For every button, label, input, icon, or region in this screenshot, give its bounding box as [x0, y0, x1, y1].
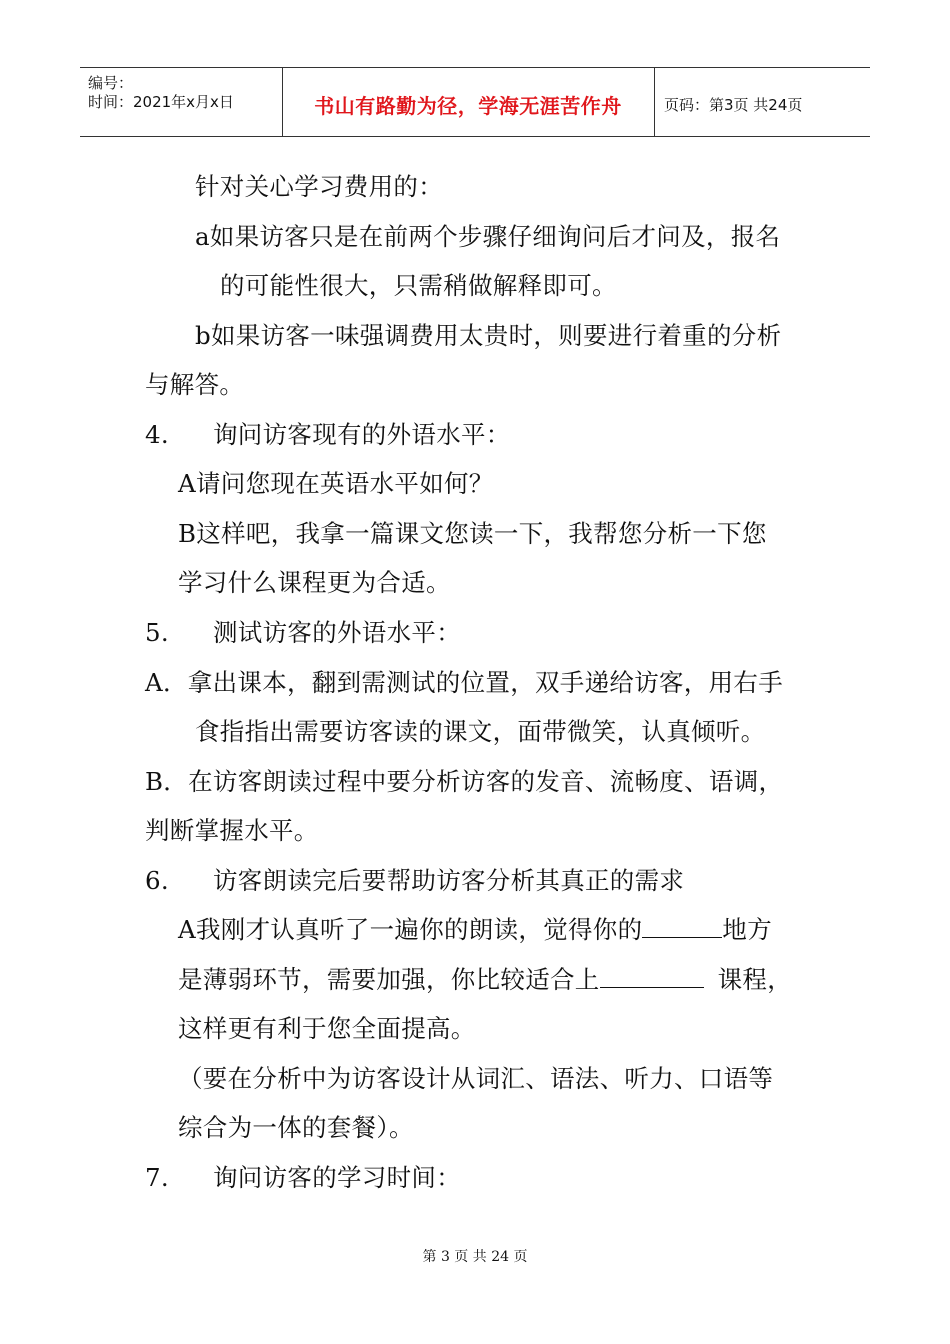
list-number: 4. — [145, 420, 169, 449]
header-motto-cell — [282, 68, 655, 136]
body-line: 学习什么课程更为合适。 — [178, 568, 451, 597]
body-line-with-blank — [178, 915, 772, 945]
header-number-label: 编号： — [88, 74, 134, 92]
body-line: A请问您现在英语水平如何？ — [178, 469, 494, 498]
body-text: 课程， — [717, 965, 793, 994]
body-text: 地方 — [722, 915, 773, 944]
list-text: 访客朗读完后要帮助访客分析其真正的需求 — [213, 866, 685, 895]
body-line: 与解答。 — [145, 370, 245, 399]
fill-in-blank — [642, 915, 722, 938]
list-text: 测试访客的外语水平： — [213, 618, 461, 647]
body-line: B．在访客朗读过程中要分析访客的发音、流畅度、语调， — [145, 767, 784, 796]
body-line: 针对关心学习费用的： — [195, 172, 443, 201]
header-page-label: 页码：第3页 共24页 — [664, 96, 803, 114]
list-text: 询问访客的学习时间： — [213, 1163, 461, 1192]
body-line: b如果访客一味强调费用太贵时，则要进行着重的分析 — [195, 321, 782, 350]
body-line: 综合为一体的套餐）。 — [178, 1113, 414, 1142]
body-line: 这样更有利于您全面提高。 — [178, 1014, 476, 1043]
list-number: 6. — [145, 866, 169, 895]
list-item-6 — [145, 866, 684, 896]
list-number: 5. — [145, 618, 169, 647]
body-line: B这样吧，我拿一篇课文您读一下，我帮您分析一下您 — [178, 519, 767, 548]
header-time-label: 时间：2021年x月x日 — [88, 93, 234, 111]
body-line-with-blank — [178, 965, 792, 995]
list-item-4 — [145, 420, 511, 450]
body-text: 是薄弱环节，需要加强，你比较适合上 — [178, 965, 600, 994]
body-line: 的可能性很大，只需稍做解释即可。 — [220, 271, 617, 300]
body-line: a如果访客只是在前两个步骤仔细询问后才问及，报名 — [195, 222, 781, 251]
body-line: 判断掌握水平。 — [145, 816, 319, 845]
list-text: 询问访客现有的外语水平： — [213, 420, 511, 449]
page-header — [80, 67, 870, 137]
body-text: A我刚才认真听了一遍你的朗读，觉得你的 — [178, 915, 643, 944]
header-page-cell — [656, 68, 870, 136]
list-item-7 — [145, 1163, 461, 1193]
body-line: A．拿出课本，翻到需测试的位置，双手递给访客，用右手 — [145, 668, 783, 697]
header-info-cell — [80, 68, 283, 136]
header-motto: 书山有路勤为径，学海无涯苦作舟 — [314, 94, 622, 118]
body-line: （要在分析中为访客设计从词汇、语法、听力、口语等 — [178, 1064, 774, 1093]
page-footer: 第 3 页 共 24 页 — [422, 1249, 528, 1265]
fill-in-blank — [600, 965, 704, 988]
list-item-5 — [145, 618, 461, 648]
body-line: 食指指出需要访客读的课文，面带微笑，认真倾听。 — [195, 717, 766, 746]
list-number: 7. — [145, 1163, 169, 1192]
